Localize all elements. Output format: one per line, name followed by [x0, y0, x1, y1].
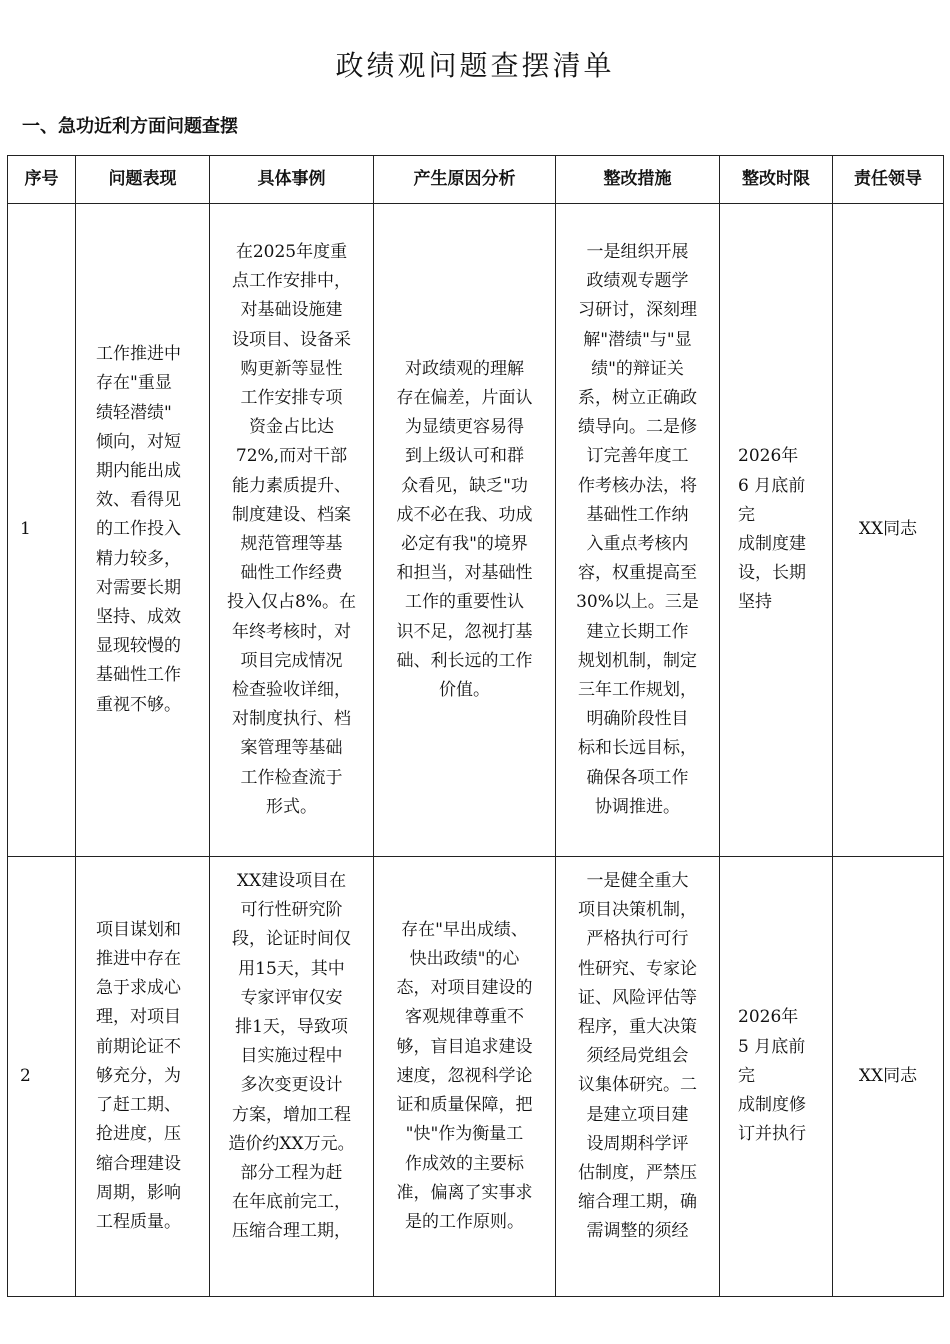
section-heading: 一、急功近利方面问题查摆	[22, 116, 238, 137]
header-measure: 整改措施	[556, 156, 720, 204]
leader-cell: XX同志	[833, 204, 944, 857]
measure-cell: 一是健全重大 项目决策机制， 严格执行可行 性研究、专家论 证、风险评估等 程序，重大决策 须经局党组会 议集体研究。二 是建立项目建 设周期科学评 估制度，严禁压 缩合理工期，确 需调整的须经	[556, 857, 720, 1297]
measure-cell: 一是组织开展 政绩观专题学 习研讨，深刻理 解"潜绩"与"显 绩"的辩证关 系，树立正确政 绩导向。二是修 订完善年度工 作考核办法，将 基础性工作纳 入重点考核内 容，权重提高至 30%以上。三是 建立长期工作 规划机制，制定 三年工作规划， 明确阶段性目 标和长远目标， 确保各项工作 协调推进。	[556, 204, 720, 857]
deadline-cell: 2026年 5 月底前 完 成制度修 订并执行	[720, 857, 833, 1297]
header-no: 序号	[8, 156, 76, 204]
example-cell: 在2025年度重 点工作安排中， 对基础设施建 设项目、设备采 购更新等显性 工作安排专项 资金占比达 72%,而对干部 能力素质提升、 制度建设、档案 规范管理等基 础性工作经费 投入仅占8%。在 年终考核时，对 项目完成情况 检查验收详细， 对制度执行、档 案管理等基础 工作检查流于 形式。	[210, 204, 374, 857]
header-problem: 问题表现	[76, 156, 210, 204]
problem-table	[7, 155, 944, 1297]
problem-cell: 工作推进中 存在"重显 绩轻潜绩" 倾向，对短 期内能出成 效、看得见 的工作投入 精力较多， 对需要长期 坚持、成效 显现较慢的 基础性工作 重视不够。	[76, 204, 210, 857]
header-row	[8, 156, 944, 204]
problem-cell: 项目谋划和 推进中存在 急于求成心 理，对项目 前期论证不 够充分，为 了赶工期、 抢进度，压 缩合理建设 周期，影响 工程质量。	[76, 857, 210, 1297]
header-example: 具体事例	[210, 156, 374, 204]
table-row	[8, 204, 944, 857]
cause-cell: 对政绩观的理解 存在偏差，片面认 为显绩更容易得 到上级认可和群 众看见，缺乏"功 成不必在我、功成 必定有我"的境界 和担当，对基础性 工作的重要性认 识不足，忽视打基 础、利长远的工作 价值。	[374, 204, 556, 857]
leader-cell: XX同志	[833, 857, 944, 1297]
header-deadline: 整改时限	[720, 156, 833, 204]
row-number: 2	[8, 857, 76, 1297]
cause-cell: 存在"早出成绩、 快出政绩"的心 态，对项目建设的 客观规律尊重不 够，盲目追求建设 速度，忽视科学论 证和质量保障，把 "快"作为衡量工 作成效的主要标 准，偏离了实事求 是的工作原则。	[374, 857, 556, 1297]
table-row	[8, 857, 944, 1297]
row-number: 1	[8, 204, 76, 857]
deadline-cell: 2026年 6 月底前 完 成制度建 设，长期 坚持	[720, 204, 833, 857]
page-title: 政绩观问题查摆清单	[335, 49, 615, 82]
example-cell: XX建设项目在 可行性研究阶 段，论证时间仅 用15天，其中 专家评审仅安 排1天，导致项 目实施过程中 多次变更设计 方案，增加工程 造价约XX万元。 部分工程为赶 在年底前完工， 压缩合理工期，	[210, 857, 374, 1297]
header-cause: 产生原因分析	[374, 156, 556, 204]
header-leader: 责任领导	[833, 156, 944, 204]
